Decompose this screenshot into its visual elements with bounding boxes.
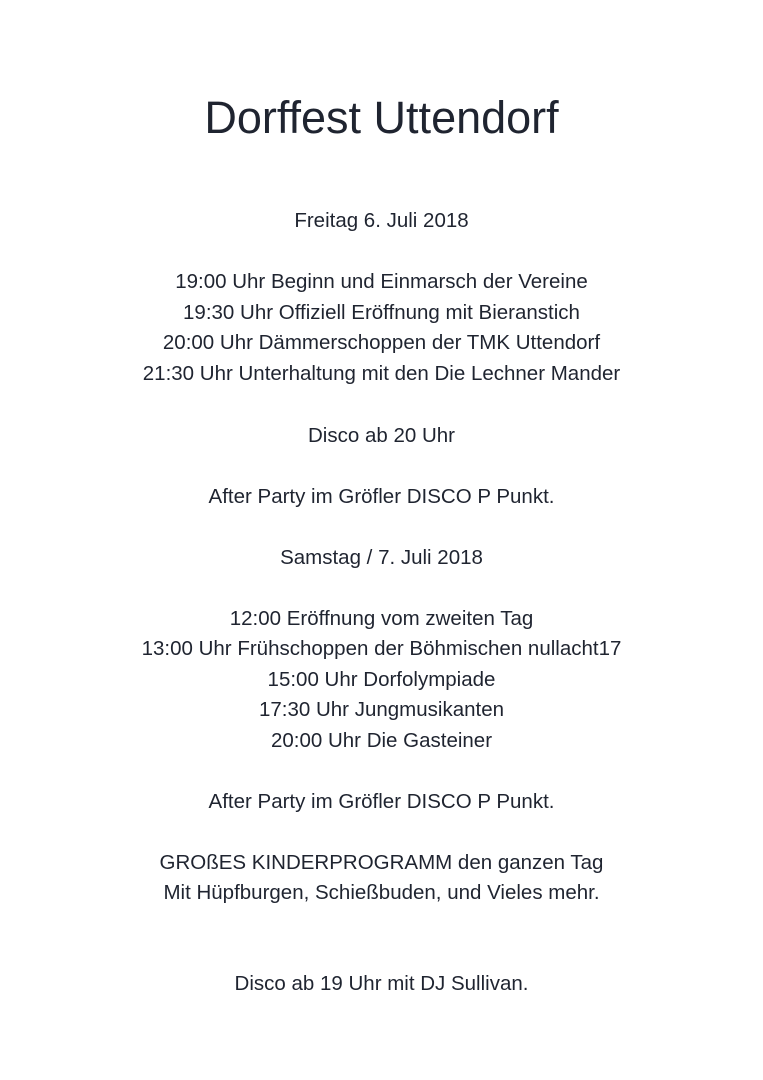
kids-program-details: Mit Hüpfburgen, Schießbuden, und Vieles mehr. [163,881,600,904]
saturday-event: 17:30 Uhr Jungmusikanten [258,698,504,721]
closing-disco: Disco ab 19 Uhr mit DJ Sullivan. [234,972,529,995]
friday-event: 19:30 Uhr Offiziell Eröffnung mit Bieranstich [183,301,580,324]
friday-heading: Freitag 6. Juli 2018 [294,209,469,232]
saturday-heading: Samstag / 7. Juli 2018 [280,546,483,569]
saturday-event: 15:00 Uhr Dorfolympiade [267,668,496,691]
kids-program-heading: GROßES KINDERPROGRAMM den ganzen Tag [159,851,604,874]
page-title: Dorffest Uttendorf [204,92,559,143]
friday-event: 21:30 Uhr Unterhaltung mit den Die Lechner Mander [142,362,621,385]
friday-event: 19:00 Uhr Beginn und Einmarsch der Vereine [175,270,588,293]
saturday-event: 13:00 Uhr Frühschoppen der Böhmischen nullacht17 [141,637,622,660]
friday-disco: Disco ab 20 Uhr [308,424,455,447]
friday-event: 20:00 Uhr Dämmerschoppen der TMK Uttendorf [162,331,601,354]
saturday-event: 12:00 Eröffnung vom zweiten Tag [229,607,534,630]
friday-after-party: After Party im Gröfler DISCO P Punkt. [208,485,555,508]
saturday-after-party: After Party im Gröfler DISCO P Punkt. [208,790,555,813]
saturday-event: 20:00 Uhr Die Gasteiner [270,729,493,752]
